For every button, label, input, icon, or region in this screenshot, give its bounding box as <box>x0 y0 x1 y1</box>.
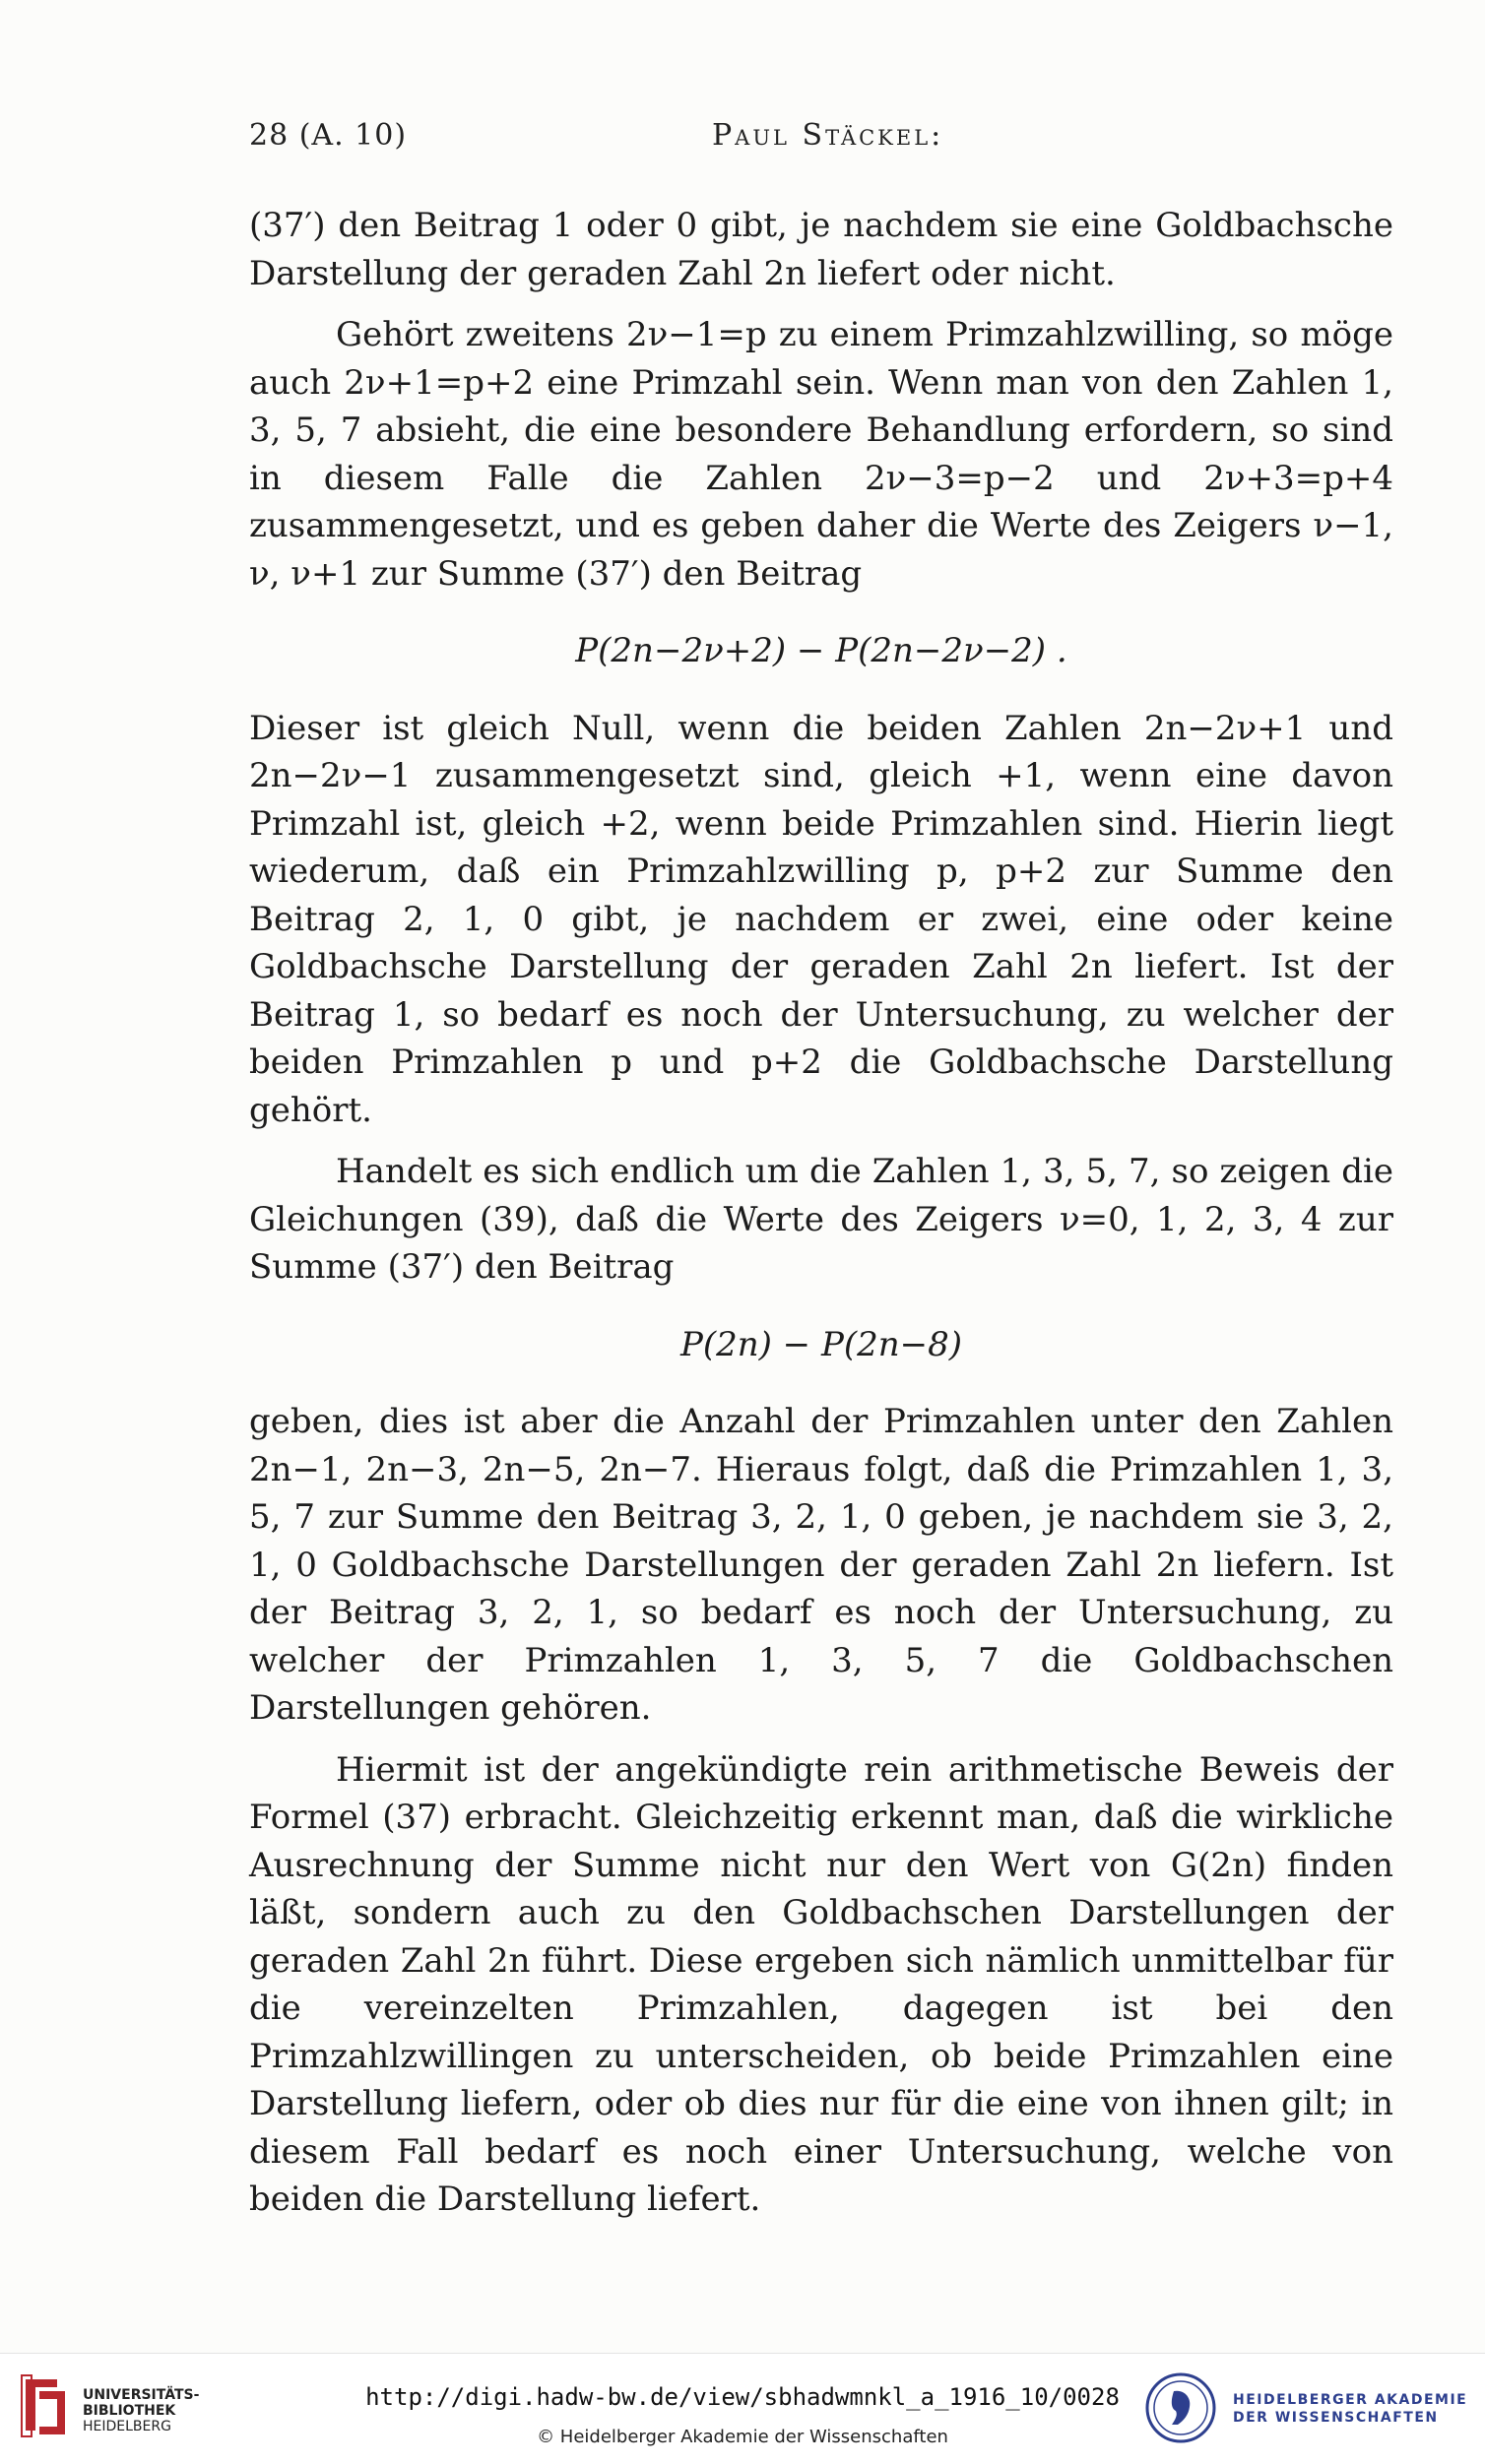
library-logo-line1: UNIVERSITÄTS- <box>83 2387 200 2403</box>
paragraph-null: Dieser ist gleich Null, wenn die beiden Zahlen 2n−2ν+1 und 2n−2ν−1 zusammengesetzt sind, gleich +1, wenn eine davon Primzahl ist, gleich +2, wenn beide Primzahlen sind. Hierin liegt wiederum, daß ein Primzahlzwilling p, p+2 zur Summe den Beitrag 2, 1, 0 gibt, je nachdem er zwei, eine oder keine Goldbachsche Darstellung der geraden Zahl 2n liefert. Ist der Beitrag 1, so bedarf es noch der Untersuchung, zu welcher der beiden Primzahlen p und p+2 die Goldbachsche Darstellung gehört. <box>249 708 1393 1130</box>
copyright-notice: © Heidelberger Akademie der Wissenschaften <box>537 2427 948 2447</box>
library-logo-line2: BIBLIOTHEK <box>83 2403 176 2419</box>
page-header <box>249 118 1393 167</box>
library-logo-line3: HEIDELBERG <box>83 2419 171 2434</box>
paragraph-count: geben, dies ist aber die Anzahl der Primzahlen unter den Zahlen 2n−1, 2n−3, 2n−5, 2n−7. Hieraus folgt, daß die Primzahlen 1, 3, 5, 7 zur Summe den Beitrag 3, 2, 1, 0 geben, je nachdem sie 3, 2, 1, 0 Goldbachsche Darstellungen der geraden Zahl 2n liefern. Ist der Beitrag 3, 2, 1, so bedarf es noch der Untersuchung, zu welcher der Primzahlen 1, 3, 5, 7 die Goldbachschen Darstellungen gehören. <box>249 1402 1393 1728</box>
equation-twin-contribution: P(2n−2ν+2) − P(2n−2ν−2) . <box>575 631 1067 670</box>
paragraph-continuation: (37′) den Beitrag 1 oder 0 gibt, je nachdem sie eine Goldbachsche Darstellung der geraden Zahl 2n liefert oder nicht. <box>249 206 1393 293</box>
equation-small-contribution: P(2n) − P(2n−8) <box>679 1324 963 1364</box>
viewer-footer <box>0 2353 1485 2464</box>
paragraph-twins: Gehört zweitens 2ν−1=p zu einem Primzahlzwilling, so möge auch 2ν+1=p+2 eine Primzahl sein. Wenn man von den Zahlen 1, 3, 5, 7 absieht, die eine besondere Behandlung erfordern, so sind in diesem Falle die Zahlen 2ν−3=p−2 und 2ν+3=p+4 zusammengesetzt, und es geben daher die Werte des Zeigers ν−1, ν, ν+1 zur Summe (37′) den Beitrag <box>249 315 1393 594</box>
paragraph-conclusion: Hiermit ist der angekündigte rein arithmetische Beweis der Formel (37) erbracht. Gleichzeitig erkennt man, daß die wirkliche Ausrechnung der Summe nicht nur den Wert von G(2n) finden läßt, sondern auch zu den Goldbachschen Darstellungen der geraden Zahl 2n führt. Diese ergeben sich nämlich unmittelbar für die vereinzelten Primzahlen, dagegen ist bei den Primzahlzwillingen zu unterscheiden, ob beide Primzahlen eine Darstellung liefern, oder ob dies nur für die eine von ihnen gilt; in diesem Fall bedarf es noch einer Untersuchung, welche von beiden die Darstellung liefert. <box>249 1749 1393 2219</box>
body-text <box>249 202 1393 2224</box>
paragraph-small-numbers: Handelt es sich endlich um die Zahlen 1, 3, 5, 7, so zeigen die Gleichungen (39), daß die Werte des Zeigers ν=0, 1, 2, 3, 4 zur Summe (37′) den Beitrag <box>249 1152 1393 1287</box>
academy-logo-line2: DER WISSENSCHAFTEN <box>1233 2410 1439 2426</box>
running-head: Paul Stäckel: <box>712 118 944 153</box>
academy-logo-line1: HEIDELBERGER AKADEMIE <box>1233 2392 1468 2408</box>
page-number: 28 (A. 10) <box>249 118 408 153</box>
permalink[interactable]: http://digi.hadw-bw.de/view/sbhadwmnkl_a_1916_10/0028 <box>365 2383 1120 2411</box>
academy-seal-icon <box>1144 2371 1217 2444</box>
academy-logo[interactable] <box>1144 2371 1479 2446</box>
